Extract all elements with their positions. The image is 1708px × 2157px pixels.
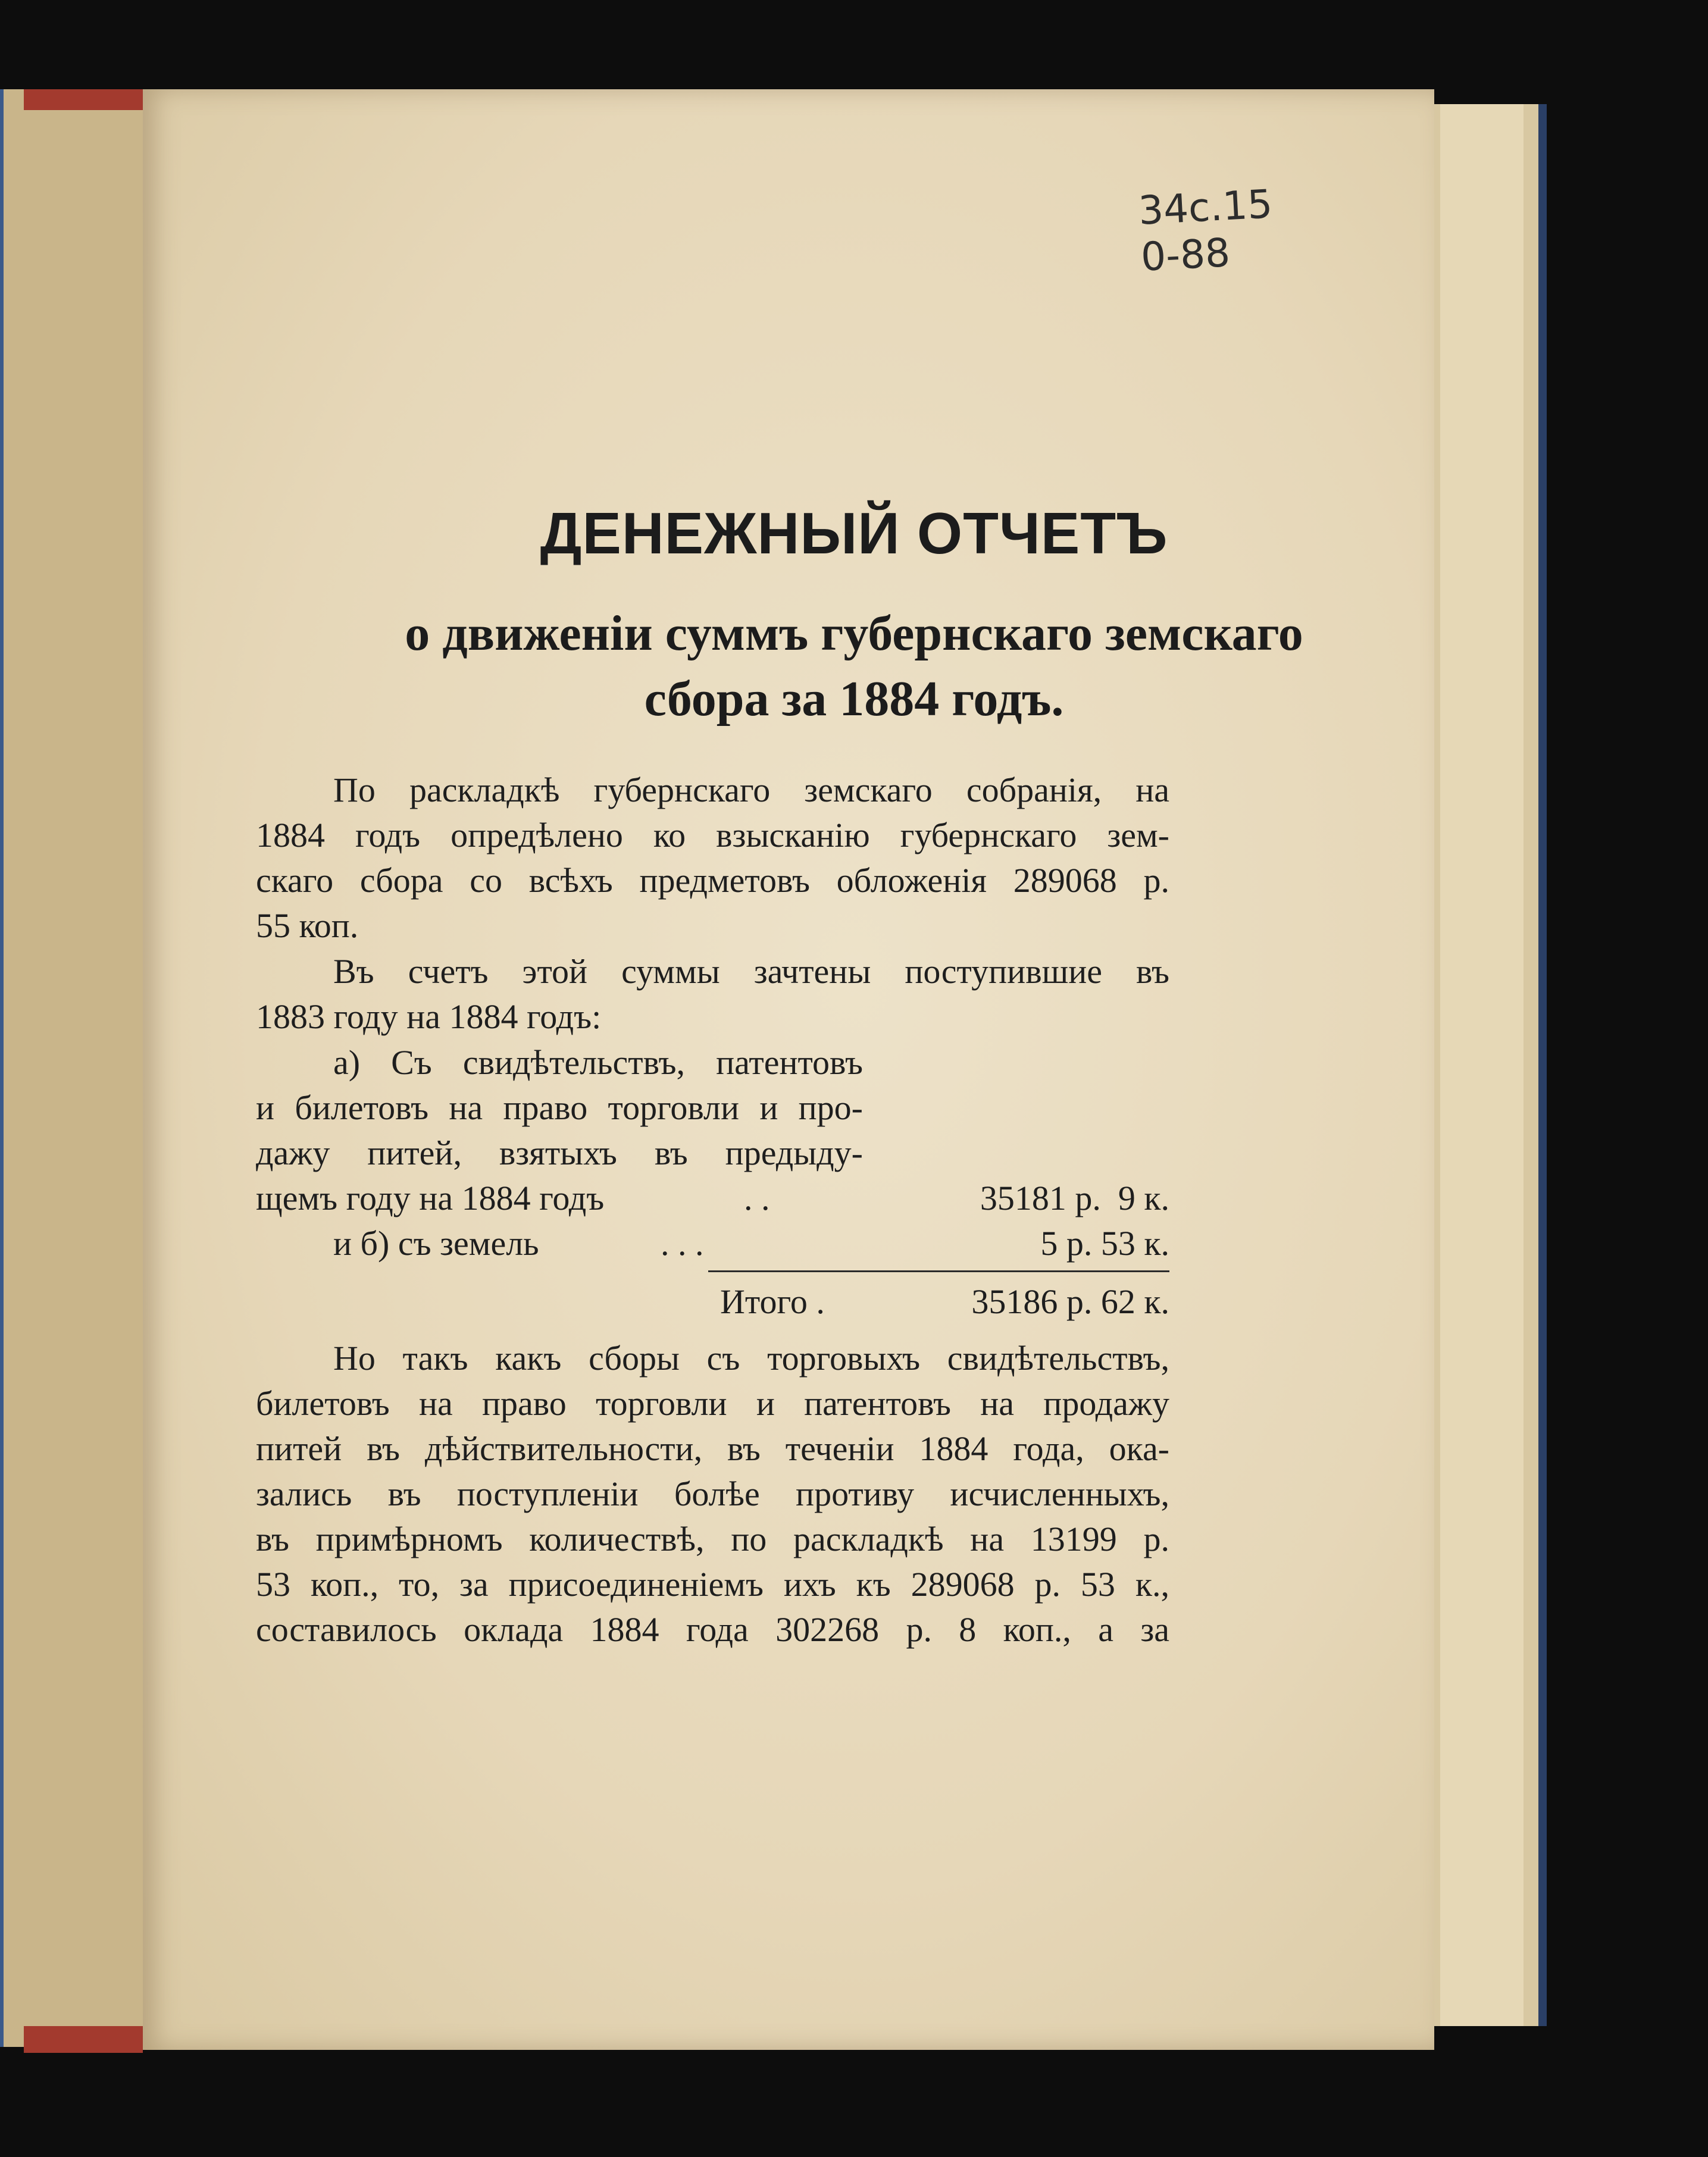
item-line: щемъ году на 1884 годъ bbox=[256, 1179, 605, 1217]
binding-edge-top bbox=[24, 89, 143, 110]
document-subtitle bbox=[0, 601, 1708, 732]
item-b-label: и б) съ земель bbox=[333, 1224, 539, 1263]
paragraph-line: 1884 годъ опредѣлено ко взысканію губернскаго зем- bbox=[256, 816, 1169, 854]
leader-dots: . . . bbox=[661, 1224, 704, 1263]
paragraph-3 bbox=[256, 1336, 1169, 1652]
book-spine bbox=[0, 89, 152, 2047]
paragraph-line: билетовъ на право торговли и патентовъ на продажу bbox=[256, 1384, 1169, 1423]
paragraph-line: По раскладкѣ губернскаго земскаго собранія, на bbox=[333, 771, 1169, 809]
paragraph-2 bbox=[256, 949, 1169, 1040]
subtitle-line-1: о движеніи суммъ губернскаго земскаго bbox=[405, 606, 1303, 661]
paragraph-line: питей въ дѣйствительности, въ теченіи 1884 года, ока- bbox=[256, 1429, 1169, 1468]
document-title: ДЕНЕЖНЫЙ ОТЧЕТЪ bbox=[540, 500, 1168, 566]
item-line: дажу питей, взятыхъ въ предыду- bbox=[256, 1134, 863, 1172]
paragraph-line: зались въ поступленіи болѣе противу исчисленныхъ, bbox=[256, 1474, 1169, 1513]
paragraph-line: въ примѣрномъ количествѣ, по раскладкѣ на 13199 р. bbox=[256, 1520, 1169, 1558]
shelfmark-line-2: 0-88 bbox=[1140, 230, 1231, 280]
handwritten-shelfmark bbox=[1137, 181, 1276, 281]
item-line: и билетовъ на право торговли и про- bbox=[256, 1088, 863, 1127]
total-label: Итого . bbox=[720, 1282, 825, 1321]
paragraph-line: Въ счетъ этой суммы зачтены поступившие въ bbox=[333, 952, 1169, 991]
item-a-amount-row bbox=[256, 1176, 1169, 1221]
total-row bbox=[256, 1279, 1169, 1325]
item-b-row bbox=[256, 1221, 1169, 1266]
leader-dots: . . bbox=[744, 1179, 770, 1217]
item-line: а) Съ свидѣтельствъ, патентовъ bbox=[333, 1043, 863, 1082]
item-b-amount: 5 р. 53 к. bbox=[1040, 1224, 1169, 1263]
subtitle-line-2: сбора за 1884 годъ. bbox=[644, 671, 1064, 727]
paragraph-line: Но такъ какъ сборы съ торговыхъ свидѣтельствъ, bbox=[333, 1339, 1169, 1378]
item-a-amount: 35181 р. 9 к. bbox=[980, 1179, 1169, 1217]
paragraph-line: 1883 году на 1884 годъ: bbox=[256, 997, 602, 1036]
binding-edge-bottom bbox=[24, 2026, 143, 2053]
total-amount: 35186 р. 62 к. bbox=[971, 1282, 1169, 1321]
paragraph-1 bbox=[256, 768, 1169, 948]
total-rule bbox=[708, 1270, 1169, 1272]
shelfmark-line-1: 34c.15 bbox=[1137, 181, 1274, 234]
paragraph-line: составилось оклада 1884 года 302268 р. 8 коп., а за bbox=[256, 1610, 1169, 1649]
paragraph-line: 53 коп., то, за присоединеніемъ ихъ къ 289068 р. 53 к., bbox=[256, 1565, 1169, 1604]
paragraph-line: скаго сбора со всѣхъ предметовъ обложенія 289068 р. bbox=[256, 861, 1169, 900]
paragraph-line: 55 коп. bbox=[256, 906, 359, 945]
page-edges bbox=[1428, 104, 1547, 2026]
